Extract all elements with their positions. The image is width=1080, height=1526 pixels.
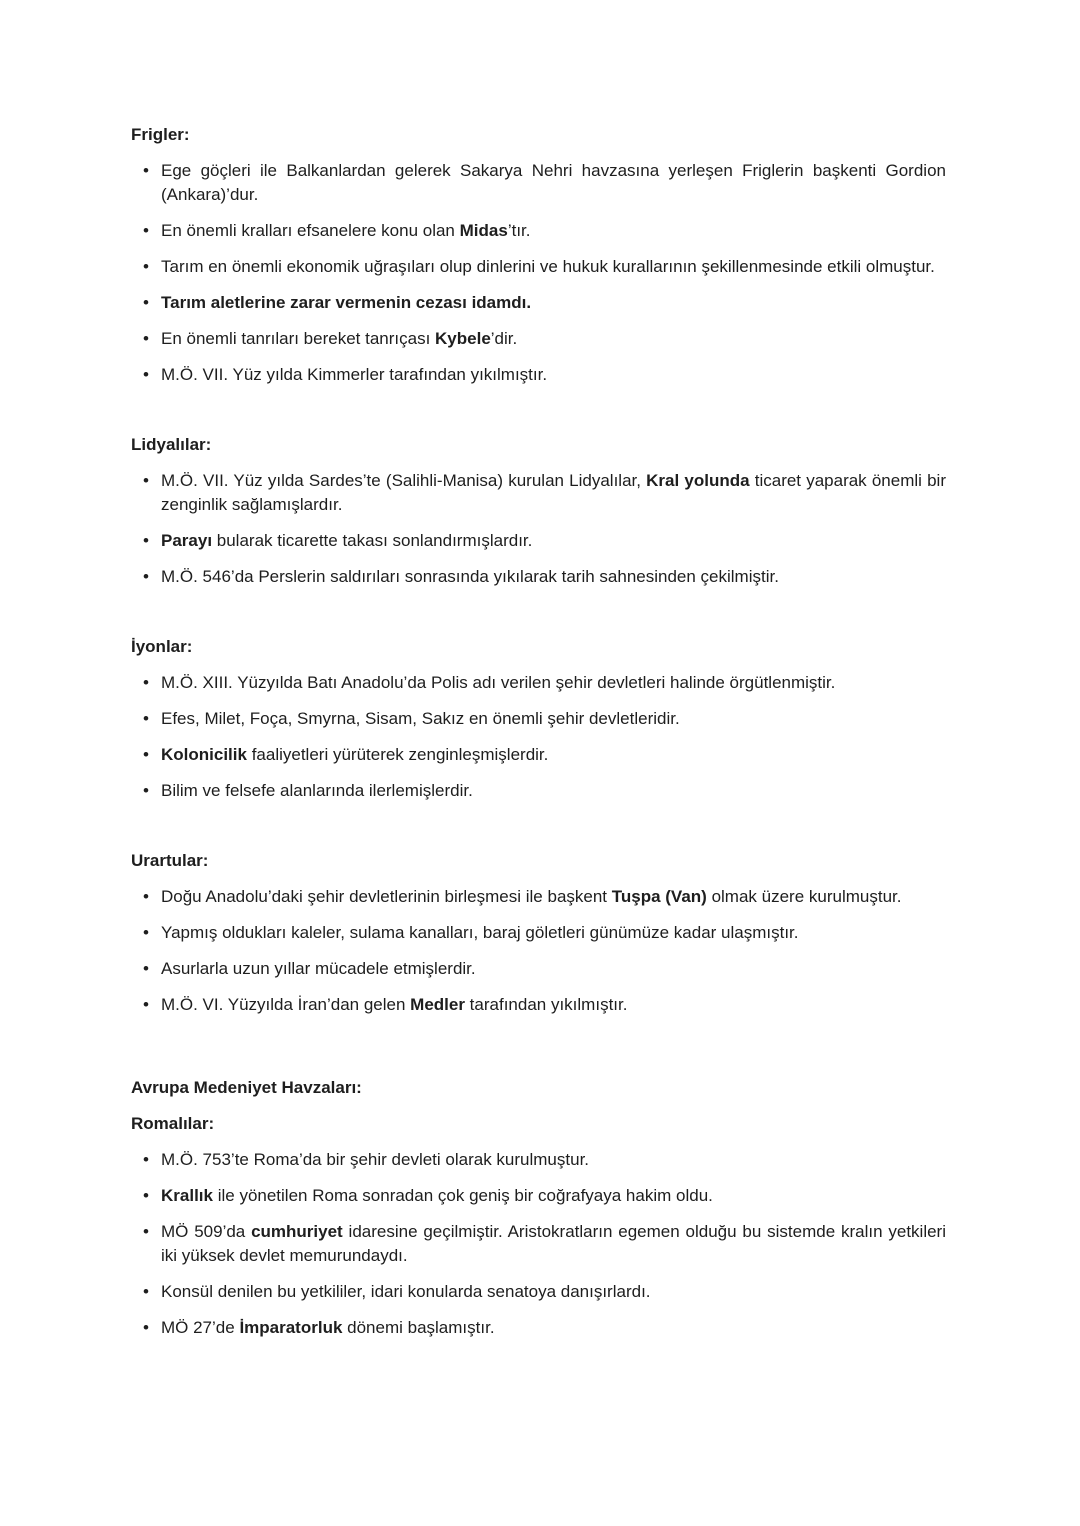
bullet-list	[131, 159, 946, 387]
bold-text: Kolonicilik	[161, 745, 247, 764]
list-item	[131, 1148, 946, 1172]
text: Asurlarla uzun yıllar mücadele etmişlerdir.	[161, 959, 476, 978]
section-heading: Urartular:	[131, 851, 209, 870]
list-item	[131, 743, 946, 767]
text: En önemli tanrıları bereket tanrıçası	[161, 329, 436, 348]
list-item	[131, 1316, 946, 1340]
text: idaresine geçilmiştir. Aristokratların egemen olduğu bu sistemde kralın yetkileri iki yüksek devlet memurundaydı.	[161, 1222, 946, 1265]
list-item	[131, 327, 946, 351]
section-heading: İyonlar:	[131, 637, 193, 656]
section-heading: Romalılar:	[131, 1114, 215, 1133]
list-item	[131, 363, 946, 387]
bold-text: Kral yolunda	[646, 471, 750, 490]
text: Konsül denilen bu yetkililer, idari konularda senatoya danışırlardı.	[161, 1282, 651, 1301]
section-heading: Avrupa Medeniyet Havzaları:	[131, 1078, 362, 1097]
text: ’tır.	[507, 221, 531, 240]
text: tarafından yıkılmıştır.	[464, 995, 628, 1014]
bold-text: Krallık	[161, 1186, 213, 1205]
list-item	[131, 921, 946, 945]
list-item	[131, 885, 946, 909]
list-item	[131, 671, 946, 695]
list-item	[131, 565, 946, 589]
list-item	[131, 993, 946, 1017]
list-item	[131, 159, 946, 207]
bullet-list	[131, 885, 946, 1017]
list-item	[131, 707, 946, 731]
text: MÖ 509’da	[161, 1222, 252, 1241]
text: faaliyetleri yürüterek zenginleşmişlerdir.	[246, 745, 549, 764]
bold-text: Tuşpa (Van)	[611, 887, 707, 906]
list-item	[131, 469, 946, 517]
bold-text: Kybele	[435, 329, 491, 348]
text: En önemli kralları efsanelere konu olan	[161, 221, 460, 240]
list-item	[131, 1220, 946, 1268]
text: Tarım en önemli ekonomik uğraşıları olup dinlerini ve hukuk kurallarının şekillenmesinde etkili olmuştur.	[161, 257, 935, 276]
list-item	[131, 957, 946, 981]
text: M.Ö. XIII. Yüzyılda Batı Anadolu’da Polis adı verilen şehir devletleri halinde örgütlenmiştir.	[161, 673, 836, 692]
list-item	[131, 219, 946, 243]
section-heading: Frigler:	[131, 125, 190, 144]
document-body	[131, 123, 946, 1340]
bullet-list	[131, 469, 946, 589]
text: ’dir.	[490, 329, 518, 348]
text: M.Ö. 546’da Perslerin saldırıları sonrasında yıkılarak tarih sahnesinden çekilmiştir.	[161, 567, 779, 586]
bold-text: cumhuriyet	[251, 1222, 343, 1241]
text: Yapmış oldukları kaleler, sulama kanalları, baraj göletleri günümüze kadar ulaşmıştır.	[161, 923, 799, 942]
bold-text: İmparatorluk	[239, 1318, 343, 1337]
text: Ege göçleri ile Balkanlardan gelerek Sakarya Nehri havzasına yerleşen Friglerin başkenti Gordion (Ankara)’dur.	[161, 161, 946, 204]
bold-text: Medler	[410, 995, 465, 1014]
bold-text: Midas	[459, 221, 508, 240]
bullet-list	[131, 671, 946, 803]
list-item	[131, 255, 946, 279]
text: bularak ticarette takası sonlandırmışlardır.	[212, 531, 533, 550]
list-item	[131, 1184, 946, 1208]
text: Doğu Anadolu’daki şehir devletlerinin birleşmesi ile başkent	[161, 887, 612, 906]
bullet-list	[131, 1148, 946, 1340]
list-item	[131, 291, 946, 315]
text: ticaret yaparak önemli bir zenginlik sağlamışlardır.	[161, 471, 946, 514]
list-item	[131, 529, 946, 553]
text: M.Ö. 753’te Roma’da bir şehir devleti olarak kurulmuştur.	[161, 1150, 590, 1169]
text: MÖ 27’de	[161, 1318, 240, 1337]
text: ile yönetilen Roma sonradan çok geniş bir coğrafyaya hakim oldu.	[212, 1186, 713, 1205]
list-item	[131, 779, 946, 803]
section-heading: Lidyalılar:	[131, 435, 212, 454]
bold-text: Tarım aletlerine zarar vermenin cezası idamdı.	[161, 293, 532, 312]
text: Bilim ve felsefe alanlarında ilerlemişlerdir.	[161, 781, 473, 800]
bold-text: Parayı	[161, 531, 213, 550]
text: Efes, Milet, Foça, Smyrna, Sisam, Sakız en önemli şehir devletleridir.	[161, 709, 680, 728]
list-item	[131, 1280, 946, 1304]
text: olmak üzere kurulmuştur.	[706, 887, 902, 906]
text: dönemi başlamıştır.	[342, 1318, 495, 1337]
text: M.Ö. VII. Yüz yılda Sardes’te (Salihli-Manisa) kurulan Lidyalılar,	[161, 471, 647, 490]
text: M.Ö. VII. Yüz yılda Kimmerler tarafından yıkılmıştır.	[161, 365, 548, 384]
text: M.Ö. VI. Yüzyılda İran’dan gelen	[161, 995, 411, 1014]
